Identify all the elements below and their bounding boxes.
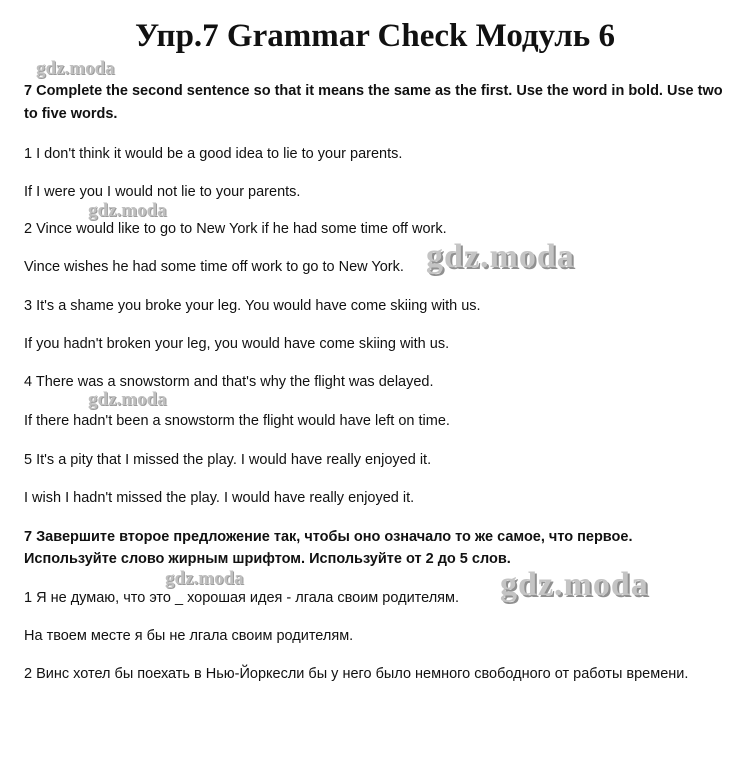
- exercise-line: I wish I hadn't missed the play. I would have really enjoyed it.: [24, 490, 415, 506]
- exercise-line: Vince wishes he had some time off work to go to New York.: [24, 259, 404, 275]
- watermark: gdz.moda: [500, 566, 649, 603]
- exercise-line: If you hadn't broken your leg, you would have come skiing with us.: [24, 336, 450, 352]
- english-instruction-line-1: 7 Complete the second sentence so that it means the same as the first. Use the word in bold. Use two: [24, 83, 723, 99]
- exercise-line: 1 Я не думаю, что это _ хорошая идея - лгала своим родителям.: [24, 590, 460, 606]
- exercise-line: 4 There was a snowstorm and that's why the flight was delayed.: [24, 374, 434, 390]
- watermark: gdz.moda: [88, 200, 167, 221]
- exercise-line: If there hadn't been a snowstorm the flight would have left on time.: [24, 413, 450, 429]
- page-title: Упр.7 Grammar Check Модуль 6: [135, 18, 615, 54]
- exercise-line: 2 Vince would like to go to New York if he had some time off work.: [24, 221, 447, 237]
- exercise-line: 1 I don't think it would be a good idea to lie to your parents.: [24, 146, 403, 162]
- watermark: gdz.moda: [36, 58, 115, 79]
- english-instruction-line-2: to five words.: [24, 106, 118, 122]
- watermark: gdz.moda: [88, 389, 167, 410]
- watermark: gdz.moda: [426, 238, 575, 275]
- exercise-line: If I were you I would not lie to your parents.: [24, 184, 301, 200]
- russian-instruction-line-2: Используйте слово жирным шрифтом. Используйте от 2 до 5 слов.: [24, 551, 511, 567]
- watermark: gdz.moda: [165, 568, 244, 589]
- exercise-line: 2 Винс хотел бы поехать в Нью-Йоркесли бы у него было немного свободного от работы времени.: [24, 666, 689, 682]
- russian-instruction-line-1: 7 Завершите второе предложение так, чтобы оно означало то же самое, что первое.: [24, 529, 633, 545]
- exercise-line: На твоем месте я бы не лгала своим родителям.: [24, 628, 354, 644]
- exercise-line: 5 It's a pity that I missed the play. I would have really enjoyed it.: [24, 452, 432, 468]
- exercise-line: 3 It's a shame you broke your leg. You would have come skiing with us.: [24, 298, 481, 314]
